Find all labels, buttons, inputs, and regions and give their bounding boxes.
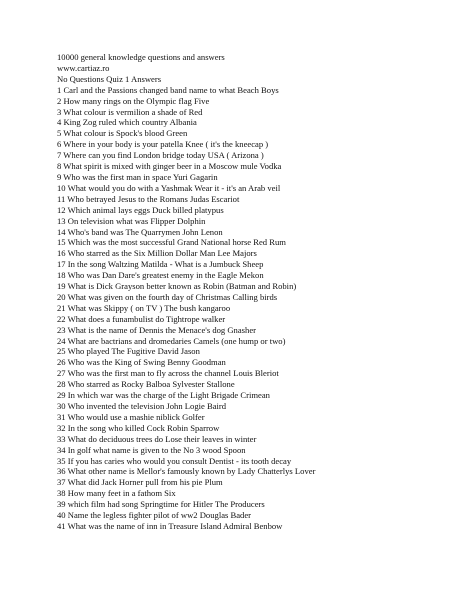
question-line: 13 On television what was Flipper Dolphin: [57, 215, 206, 226]
question-line: 8 What spirit is mixed with ginger beer in a Moscow mule Vodka: [57, 161, 282, 172]
question-line: 37 What did Jack Horner pull from his pie Plum: [57, 477, 223, 488]
question-line: 14 Who's band was The Quarrymen John Lenon: [57, 226, 223, 237]
question-line: 12 Which animal lays eggs Duck billed platypus: [57, 204, 224, 215]
question-line: 31 Who would use a mashie niblick Golfer: [57, 411, 205, 422]
question-line: 7 Where can you find London bridge today USA ( Arizona ): [57, 150, 264, 161]
document-title: 10000 general knowledge questions and answers: [57, 52, 225, 62]
question-line: 10 What would you do with a Yashmak Wear it - it's an Arab veil: [57, 182, 281, 193]
question-line: 9 Who was the first man in space Yuri Gagarin: [57, 171, 218, 182]
question-line: 33 What do deciduous trees do Lose their leaves in winter: [57, 433, 257, 444]
question-line: 30 Who invented the television John Logie Baird: [57, 401, 227, 411]
question-line: 32 In the song who killed Cock Robin Sparrow: [57, 422, 220, 433]
question-line: 6 Where in your body is your patella Knee ( it's the kneecap ): [57, 139, 269, 150]
question-line: 1 Carl and the Passions changed band name to what Beach Boys: [57, 84, 279, 95]
question-line: 39 which film had song Springtime for Hitler The Producers: [57, 499, 265, 510]
question-line: 21 What was Skippy ( on TV ) The bush kangaroo: [57, 302, 231, 313]
question-line: 4 King Zog ruled which country Albania: [57, 117, 197, 128]
question-line: 17 In the song Waltzing Matilda - What is a Jumbuck Sheep: [57, 259, 264, 270]
question-line: 18 Who was Dan Dare's greatest enemy in the Eagle Mekon: [57, 270, 264, 281]
question-line: 15 Which was the most successful Grand National horse Red Rum: [57, 237, 286, 248]
question-line: 40 Name the legless fighter pilot of ww2 Douglas Bader: [57, 510, 252, 521]
document-text: [57, 52, 467, 532]
question-line: 35 If you has caries who would you consult Dentist - its tooth decay: [57, 455, 292, 466]
question-line: 3 What colour is vermilion a shade of Red: [57, 106, 203, 117]
question-line: 24 What are bactrians and dromedaries Camels (one hump or two): [57, 335, 286, 346]
question-line: 27 Who was the first man to fly across the channel Louis Bleriot: [57, 368, 279, 379]
site-url: www.cartiaz.ro: [57, 62, 110, 73]
question-line: 22 What does a funambulist do Tightrope walker: [57, 313, 226, 324]
question-line: 29 In which war was the charge of the Light Brigade Crimean: [57, 390, 270, 401]
question-list: [57, 85, 467, 532]
question-line: 41 What was the name of inn in Treasure Island Admiral Benbow: [57, 520, 283, 531]
question-line: 38 How many feet in a fathom Six: [57, 488, 176, 499]
question-line: 19 What is Dick Grayson better known as Robin (Batman and Robin): [57, 281, 297, 292]
question-line: 11 Who betrayed Jesus to the Romans Judas Escariot: [57, 193, 240, 204]
question-line: 2 How many rings on the Olympic flag Five: [57, 95, 210, 106]
question-line: 34 In golf what name is given to the No 3 wood Spoon: [57, 444, 246, 455]
question-line: 28 Who starred as Rocky Balboa Sylvester Stallone: [57, 379, 235, 390]
quiz-heading: No Questions Quiz 1 Answers: [57, 73, 162, 84]
question-line: 16 Who starred as the Six Million Dollar Man Lee Majors: [57, 248, 257, 259]
question-line: 25 Who played The Fugitive David Jason: [57, 346, 200, 357]
question-line: 23 What is the name of Dennis the Menace's dog Gnasher: [57, 324, 256, 335]
question-line: 20 What was given on the fourth day of Christmas Calling birds: [57, 291, 278, 302]
question-line: 36 What other name is Mellor's famously known by Lady Chatterlys Lover: [57, 466, 316, 477]
question-line: 5 What colour is Spock's blood Green: [57, 128, 188, 139]
question-line: 26 Who was the King of Swing Benny Goodman: [57, 357, 226, 368]
